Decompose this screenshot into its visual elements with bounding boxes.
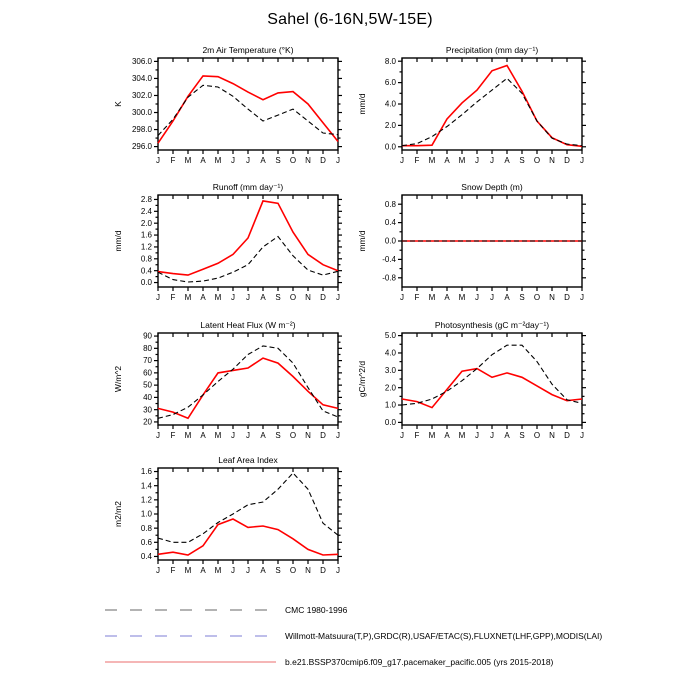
svg-text:M: M bbox=[184, 293, 192, 302]
svg-text:M: M bbox=[184, 431, 192, 440]
svg-text:mm/d: mm/d bbox=[113, 230, 123, 252]
series-model bbox=[402, 66, 582, 147]
svg-text:N: N bbox=[549, 293, 555, 302]
svg-text:Snow Depth (m): Snow Depth (m) bbox=[461, 182, 523, 192]
svg-text:O: O bbox=[289, 156, 297, 165]
svg-text:304.0: 304.0 bbox=[131, 74, 152, 84]
svg-text:A: A bbox=[260, 293, 266, 302]
svg-text:298.0: 298.0 bbox=[131, 125, 152, 135]
svg-text:0.4: 0.4 bbox=[384, 218, 396, 228]
svg-text:2.4: 2.4 bbox=[140, 206, 152, 216]
svg-text:M: M bbox=[458, 293, 466, 302]
svg-text:J: J bbox=[336, 431, 340, 440]
svg-text:A: A bbox=[260, 431, 266, 440]
svg-text:S: S bbox=[519, 156, 525, 165]
svg-text:80: 80 bbox=[143, 343, 152, 353]
legend bbox=[103, 597, 663, 675]
svg-text:O: O bbox=[533, 156, 541, 165]
svg-text:N: N bbox=[549, 431, 555, 440]
legend-entry-model bbox=[103, 649, 663, 675]
svg-text:J: J bbox=[336, 156, 340, 165]
svg-text:M: M bbox=[458, 431, 466, 440]
svg-text:J: J bbox=[400, 431, 404, 440]
chart-2m-air-temperature bbox=[103, 44, 353, 184]
svg-text:N: N bbox=[549, 156, 555, 165]
svg-text:N: N bbox=[305, 566, 311, 575]
svg-text:J: J bbox=[475, 431, 479, 440]
svg-text:J: J bbox=[231, 156, 235, 165]
figure-title: Sahel (6-16N,5W-15E) bbox=[267, 11, 433, 28]
svg-text:M: M bbox=[184, 566, 192, 575]
svg-text:mm/d: mm/d bbox=[357, 93, 367, 115]
svg-text:J: J bbox=[580, 293, 584, 302]
svg-text:F: F bbox=[170, 293, 176, 302]
chart-runoff bbox=[103, 181, 353, 321]
series-observations bbox=[158, 346, 338, 418]
svg-text:M: M bbox=[214, 566, 222, 575]
svg-text:J: J bbox=[156, 293, 160, 302]
series-observations bbox=[158, 473, 338, 542]
svg-text:J: J bbox=[246, 566, 250, 575]
legend-label-obs: Willmott-Matsuura(T,P),GRDC(R),USAF/ETAC(S),FLUXNET(LHF,GPP),MODIS(LAI) bbox=[285, 631, 603, 641]
svg-text:F: F bbox=[414, 431, 420, 440]
svg-text:F: F bbox=[414, 156, 420, 165]
svg-text:2.0: 2.0 bbox=[384, 120, 396, 130]
plot-svg bbox=[103, 319, 353, 459]
svg-text:Photosynthesis (gC m⁻²day⁻¹): Photosynthesis (gC m⁻²day⁻¹) bbox=[434, 320, 550, 330]
svg-text:1.6: 1.6 bbox=[140, 230, 152, 240]
svg-text:3.0: 3.0 bbox=[384, 365, 396, 375]
svg-text:D: D bbox=[564, 293, 570, 302]
svg-text:A: A bbox=[200, 431, 206, 440]
svg-text:J: J bbox=[336, 293, 340, 302]
svg-text:1.0: 1.0 bbox=[384, 400, 396, 410]
svg-text:D: D bbox=[564, 156, 570, 165]
svg-text:2.8: 2.8 bbox=[140, 195, 152, 205]
svg-text:S: S bbox=[275, 566, 281, 575]
svg-text:M: M bbox=[184, 156, 192, 165]
svg-text:D: D bbox=[564, 431, 570, 440]
chart-precipitation bbox=[347, 44, 597, 184]
svg-text:J: J bbox=[475, 156, 479, 165]
svg-text:O: O bbox=[289, 293, 297, 302]
svg-text:S: S bbox=[519, 293, 525, 302]
svg-text:-0.8: -0.8 bbox=[382, 273, 396, 283]
svg-text:F: F bbox=[170, 431, 176, 440]
series-observations bbox=[402, 78, 582, 145]
svg-text:0.0: 0.0 bbox=[384, 236, 396, 246]
svg-text:A: A bbox=[200, 293, 206, 302]
plot-svg bbox=[347, 319, 597, 459]
svg-text:W/m^2: W/m^2 bbox=[113, 365, 123, 393]
svg-text:1.0: 1.0 bbox=[140, 509, 152, 519]
legend-line-dashed-blue-icon bbox=[103, 630, 278, 642]
svg-text:J: J bbox=[490, 431, 494, 440]
plot-svg bbox=[347, 181, 597, 321]
svg-text:1.6: 1.6 bbox=[140, 467, 152, 477]
svg-text:300.0: 300.0 bbox=[131, 108, 152, 118]
svg-text:gC/m^2/d: gC/m^2/d bbox=[357, 360, 367, 398]
series-model bbox=[158, 201, 338, 275]
svg-text:D: D bbox=[320, 431, 326, 440]
svg-text:50: 50 bbox=[143, 380, 152, 390]
svg-text:O: O bbox=[289, 431, 297, 440]
svg-text:M: M bbox=[214, 431, 222, 440]
svg-text:O: O bbox=[533, 293, 541, 302]
svg-text:Runoff (mm day⁻¹): Runoff (mm day⁻¹) bbox=[212, 182, 284, 192]
svg-text:A: A bbox=[504, 431, 510, 440]
svg-text:O: O bbox=[533, 431, 541, 440]
svg-text:20: 20 bbox=[143, 417, 152, 427]
svg-text:M: M bbox=[214, 156, 222, 165]
svg-text:J: J bbox=[231, 431, 235, 440]
chart-latent-heat-flux bbox=[103, 319, 353, 459]
svg-text:70: 70 bbox=[143, 356, 152, 366]
svg-text:N: N bbox=[305, 431, 311, 440]
svg-text:M: M bbox=[214, 293, 222, 302]
svg-text:5.0: 5.0 bbox=[384, 331, 396, 341]
svg-text:A: A bbox=[444, 156, 450, 165]
svg-text:0.4: 0.4 bbox=[140, 552, 152, 562]
svg-text:J: J bbox=[156, 156, 160, 165]
svg-text:A: A bbox=[260, 566, 266, 575]
svg-text:J: J bbox=[336, 566, 340, 575]
svg-text:D: D bbox=[320, 293, 326, 302]
svg-text:M: M bbox=[458, 156, 466, 165]
series-model bbox=[158, 519, 338, 555]
svg-text:0.0: 0.0 bbox=[384, 142, 396, 152]
svg-text:0.8: 0.8 bbox=[140, 254, 152, 264]
svg-text:O: O bbox=[289, 566, 297, 575]
chart-leaf-area-index bbox=[103, 454, 353, 594]
svg-text:J: J bbox=[246, 431, 250, 440]
svg-text:A: A bbox=[504, 293, 510, 302]
legend-entry-cmc bbox=[103, 597, 663, 623]
chart-photosynthesis bbox=[347, 319, 597, 459]
svg-text:J: J bbox=[490, 156, 494, 165]
svg-text:A: A bbox=[260, 156, 266, 165]
svg-text:40: 40 bbox=[143, 393, 152, 402]
svg-text:Latent Heat Flux (W m⁻²): Latent Heat Flux (W m⁻²) bbox=[200, 320, 296, 330]
svg-text:1.2: 1.2 bbox=[140, 242, 152, 252]
svg-text:4.0: 4.0 bbox=[384, 99, 396, 109]
svg-text:0.8: 0.8 bbox=[140, 523, 152, 533]
svg-text:2.0: 2.0 bbox=[140, 218, 152, 228]
legend-line-dashed-gray-icon bbox=[103, 604, 278, 616]
svg-text:K: K bbox=[113, 101, 123, 107]
svg-text:m2/m2: m2/m2 bbox=[113, 501, 123, 527]
svg-text:Leaf Area Index: Leaf Area Index bbox=[218, 455, 278, 465]
svg-text:J: J bbox=[475, 293, 479, 302]
svg-text:1.2: 1.2 bbox=[140, 495, 152, 505]
svg-text:8.0: 8.0 bbox=[384, 56, 396, 66]
svg-text:S: S bbox=[519, 431, 525, 440]
svg-text:J: J bbox=[400, 156, 404, 165]
svg-text:2.0: 2.0 bbox=[384, 383, 396, 393]
svg-text:302.0: 302.0 bbox=[131, 91, 152, 101]
legend-label-cmc: CMC 1980-1996 bbox=[285, 605, 348, 615]
svg-text:296.0: 296.0 bbox=[131, 142, 152, 152]
svg-text:F: F bbox=[170, 156, 176, 165]
svg-text:60: 60 bbox=[143, 368, 152, 378]
svg-text:J: J bbox=[231, 566, 235, 575]
svg-text:-0.4: -0.4 bbox=[382, 255, 396, 264]
svg-text:A: A bbox=[444, 293, 450, 302]
svg-text:F: F bbox=[414, 293, 420, 302]
legend-line-solid-red-icon bbox=[103, 656, 278, 668]
svg-text:0.6: 0.6 bbox=[140, 537, 152, 547]
svg-text:A: A bbox=[504, 156, 510, 165]
svg-text:A: A bbox=[444, 431, 450, 440]
svg-text:J: J bbox=[400, 293, 404, 302]
svg-text:A: A bbox=[200, 156, 206, 165]
svg-text:1.4: 1.4 bbox=[140, 481, 152, 491]
svg-text:4.0: 4.0 bbox=[384, 348, 396, 358]
plot-svg bbox=[103, 181, 353, 321]
svg-text:J: J bbox=[246, 293, 250, 302]
svg-text:0.8: 0.8 bbox=[384, 199, 396, 209]
svg-text:J: J bbox=[580, 431, 584, 440]
svg-text:J: J bbox=[580, 156, 584, 165]
svg-text:30: 30 bbox=[143, 405, 152, 415]
chart-snow-depth bbox=[347, 181, 597, 321]
svg-text:F: F bbox=[170, 566, 176, 575]
svg-text:N: N bbox=[305, 156, 311, 165]
svg-text:306.0: 306.0 bbox=[131, 57, 152, 67]
svg-text:0.0: 0.0 bbox=[140, 278, 152, 288]
plot-svg bbox=[103, 454, 353, 594]
svg-text:90: 90 bbox=[143, 331, 152, 341]
svg-text:J: J bbox=[231, 293, 235, 302]
svg-text:J: J bbox=[156, 431, 160, 440]
svg-text:0.4: 0.4 bbox=[140, 266, 152, 276]
svg-text:S: S bbox=[275, 156, 281, 165]
svg-text:D: D bbox=[320, 156, 326, 165]
svg-text:6.0: 6.0 bbox=[384, 78, 396, 88]
svg-text:S: S bbox=[275, 293, 281, 302]
svg-text:0.0: 0.0 bbox=[384, 417, 396, 427]
legend-label-model: b.e21.BSSP370cmip6.f09_g17.pacemaker_pacific.005 (yrs 2015-2018) bbox=[285, 657, 554, 667]
svg-text:D: D bbox=[320, 566, 326, 575]
svg-text:N: N bbox=[305, 293, 311, 302]
svg-text:2m Air Temperature (°K): 2m Air Temperature (°K) bbox=[202, 45, 294, 55]
plot-svg bbox=[103, 44, 353, 184]
svg-text:J: J bbox=[490, 293, 494, 302]
svg-text:J: J bbox=[156, 566, 160, 575]
plot-svg bbox=[347, 44, 597, 184]
svg-text:J: J bbox=[246, 156, 250, 165]
svg-text:M: M bbox=[428, 293, 436, 302]
svg-text:M: M bbox=[428, 156, 436, 165]
svg-text:S: S bbox=[275, 431, 281, 440]
svg-text:M: M bbox=[428, 431, 436, 440]
svg-text:A: A bbox=[200, 566, 206, 575]
svg-text:Precipitation (mm day⁻¹): Precipitation (mm day⁻¹) bbox=[445, 45, 539, 55]
legend-entry-obs bbox=[103, 623, 663, 649]
svg-text:mm/d: mm/d bbox=[357, 230, 367, 252]
